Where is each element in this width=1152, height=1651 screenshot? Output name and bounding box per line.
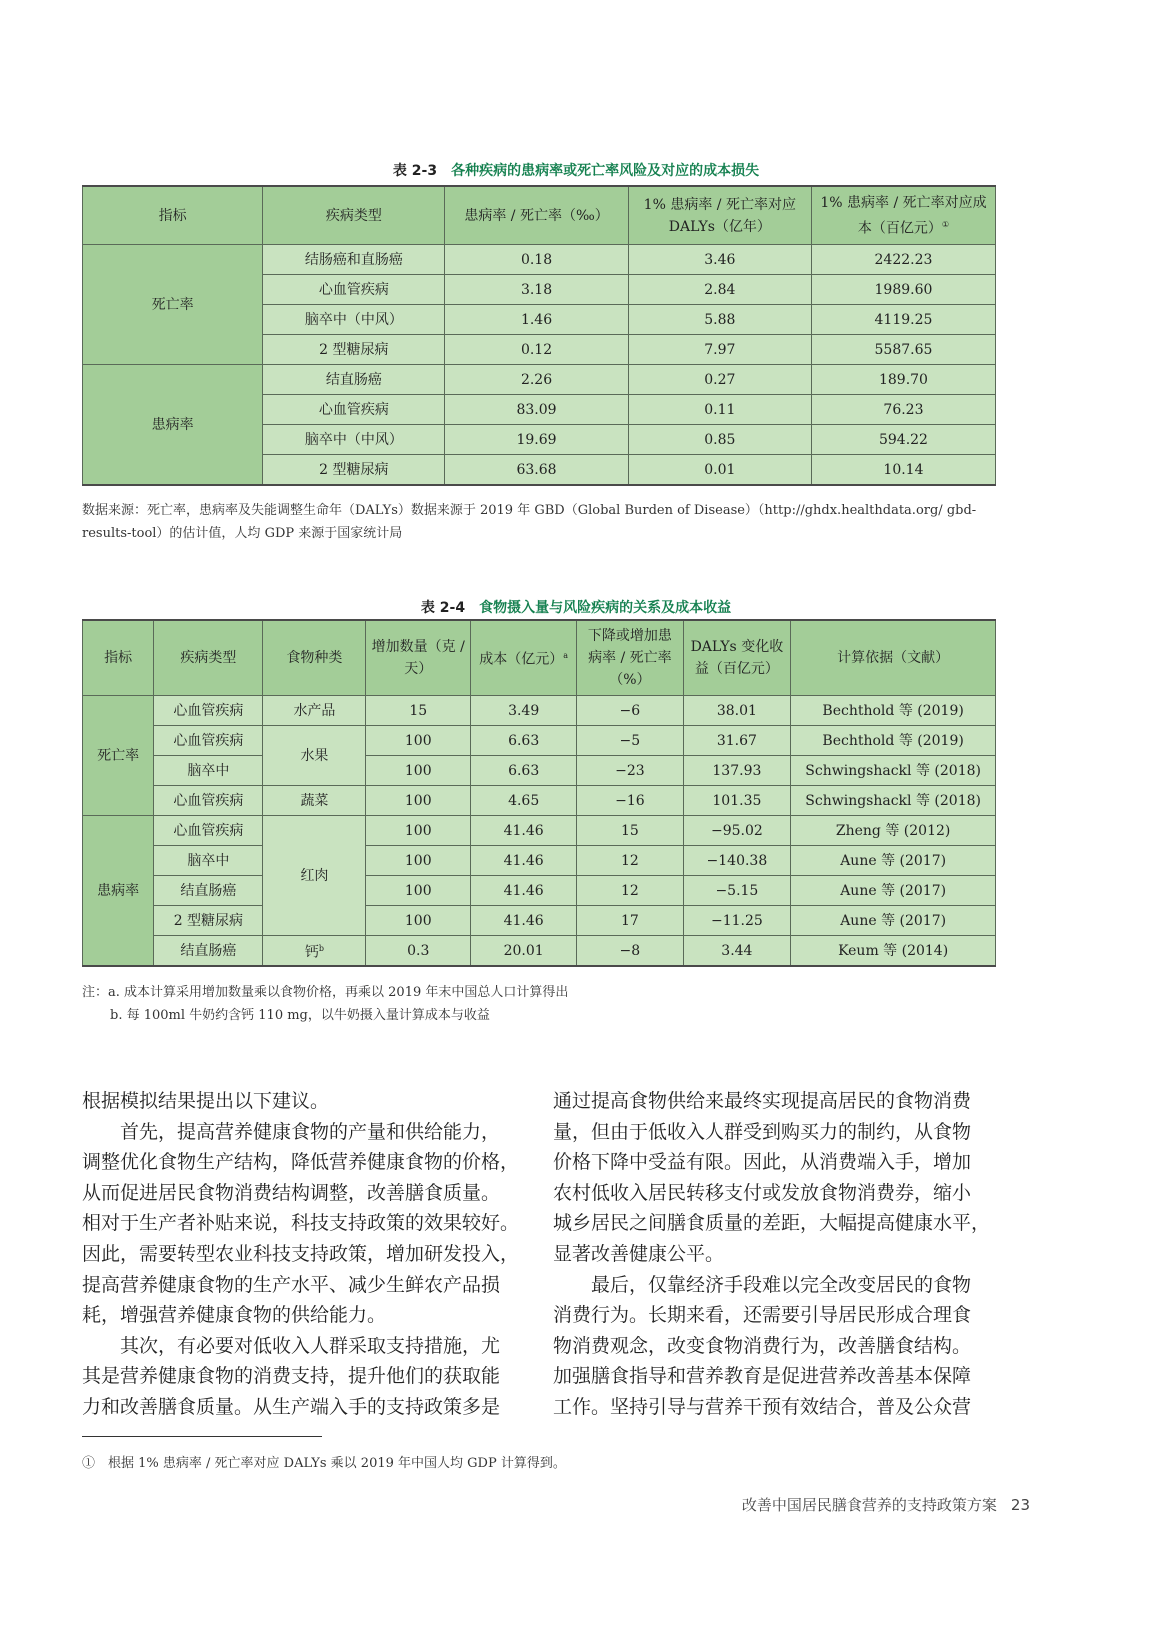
page-number: 23 bbox=[1010, 1496, 1030, 1514]
table-cell: 100 bbox=[366, 876, 471, 906]
footnote: ① 根据 1% 患病率 / 死亡率对应 DALYs 乘以 2019 年中国人均 GDP 计算得到。 bbox=[82, 1456, 566, 1471]
table-cell: 6.63 bbox=[471, 726, 577, 756]
table-cell: 100 bbox=[366, 846, 471, 876]
table-cell: 101.35 bbox=[683, 786, 791, 816]
table-cell: 心血管疾病 bbox=[154, 696, 263, 726]
row-group-label: 患病率 bbox=[83, 816, 154, 967]
table-cell: 4119.25 bbox=[811, 305, 995, 335]
table-cell: 100 bbox=[366, 816, 471, 846]
table2-note-b: b. 每 100ml 牛奶约含钙 110 mg，以牛奶摄入量计算成本与收益 bbox=[110, 1008, 490, 1023]
table-cell: 41.46 bbox=[471, 846, 577, 876]
table-cell: 41.46 bbox=[471, 816, 577, 846]
column-header: 患病率 / 死亡率（‰） bbox=[445, 186, 628, 245]
food-type: 红肉 bbox=[263, 816, 366, 936]
table-cell: 3.18 bbox=[445, 275, 628, 305]
table-row bbox=[83, 726, 996, 756]
table-cell: 17 bbox=[577, 906, 683, 936]
row-group-label: 患病率 bbox=[83, 365, 263, 486]
text-line: 物消费观念，改变食物消费行为，改善膳食结构。 bbox=[553, 1334, 972, 1357]
table-cell: −16 bbox=[577, 786, 683, 816]
text-line: 价格下降中受益有限。因此，从消费端入手，增加 bbox=[553, 1151, 972, 1174]
page-footer: 改善中国居民膳食营养的支持政策方案 23 bbox=[741, 1496, 1030, 1514]
table2-note-a: 注：a. 成本计算采用增加数量乘以食物价格，再乘以 2019 年末中国总人口计算得出 bbox=[82, 985, 569, 1000]
column-header: 1% 患病率 / 死亡率对应成本（百亿元）① bbox=[811, 186, 995, 245]
column-header: 下降或增加患病率 / 死亡率（%） bbox=[577, 620, 683, 696]
table-cell: −5.15 bbox=[683, 876, 791, 906]
table-cell: 2 型糖尿病 bbox=[263, 335, 445, 365]
column-header: 指标 bbox=[83, 186, 263, 245]
table-cell: 0.01 bbox=[628, 455, 811, 486]
table-cell: 5.88 bbox=[628, 305, 811, 335]
text-line: 调整优化食物生产结构，降低营养健康食物的价格， bbox=[82, 1151, 520, 1174]
table-cell: 10.14 bbox=[811, 455, 995, 486]
table-food-intake bbox=[82, 619, 996, 967]
text-line: 工作。坚持引导与营养干预有效结合，普及公众营 bbox=[553, 1395, 972, 1418]
column-header: 疾病类型 bbox=[263, 186, 445, 245]
table-cell: 0.85 bbox=[628, 425, 811, 455]
row-group-label: 死亡率 bbox=[83, 696, 154, 816]
column-header: 指标 bbox=[83, 620, 154, 696]
table-cell: 7.97 bbox=[628, 335, 811, 365]
table2-caption: 表 2-4 食物摄入量与风险疾病的关系及成本收益 bbox=[420, 600, 732, 616]
text-line: 农村低收入居民转移支付或发放食物消费券，缩小 bbox=[553, 1181, 972, 1204]
table-cell: 100 bbox=[366, 906, 471, 936]
table-cell: 594.22 bbox=[811, 425, 995, 455]
food-type: 蔬菜 bbox=[263, 786, 366, 816]
table-cell: −11.25 bbox=[683, 906, 791, 936]
text-line: 消费行为。长期来看，还需要引导居民形成合理食 bbox=[553, 1304, 972, 1327]
column-header: 食物种类 bbox=[263, 620, 366, 696]
table-cell: −23 bbox=[577, 756, 683, 786]
text-line: 城乡居民之间膳食质量的差距，大幅提高健康水平， bbox=[553, 1212, 991, 1235]
table-cell: 137.93 bbox=[683, 756, 791, 786]
table-cell: 189.70 bbox=[811, 365, 995, 395]
column-header: 增加数量（克 / 天） bbox=[366, 620, 471, 696]
column-header: 成本（亿元）$^a$ bbox=[471, 620, 577, 696]
table-cell: −8 bbox=[577, 936, 683, 967]
table-row bbox=[83, 365, 996, 395]
table-cell: Schwingshackl 等 (2018) bbox=[791, 786, 996, 816]
table-cell: 63.68 bbox=[445, 455, 628, 486]
table-cell: Zheng 等 (2012) bbox=[791, 816, 996, 846]
table-cell: 100 bbox=[366, 786, 471, 816]
table-cell: 心血管疾病 bbox=[154, 816, 263, 846]
table-cell: 76.23 bbox=[811, 395, 995, 425]
column-header: DALYs 变化收益（百亿元） bbox=[683, 620, 791, 696]
table-cell: 心血管疾病 bbox=[154, 786, 263, 816]
table-cell: 2 型糖尿病 bbox=[154, 906, 263, 936]
table-cell: 心血管疾病 bbox=[154, 726, 263, 756]
text-line: 根据模拟结果提出以下建议。 bbox=[82, 1090, 330, 1112]
table-row bbox=[83, 756, 996, 786]
table-cell: 5587.65 bbox=[811, 335, 995, 365]
table-row bbox=[83, 245, 996, 275]
row-group-label: 死亡率 bbox=[83, 245, 263, 365]
text-line: 加强膳食指导和营养教育是促进营养改善基本保障 bbox=[553, 1365, 972, 1388]
table-cell: 1989.60 bbox=[811, 275, 995, 305]
table-cell: 2 型糖尿病 bbox=[263, 455, 445, 486]
text-line: 量，但由于低收入人群受到购买力的制约，从食物 bbox=[553, 1120, 972, 1143]
table-row bbox=[83, 876, 996, 906]
table-cell: 12 bbox=[577, 846, 683, 876]
footnote-marker: ① bbox=[941, 219, 950, 229]
table-cell: Keum 等 (2014) bbox=[791, 936, 996, 967]
table-row bbox=[83, 936, 996, 967]
column-header: 1% 患病率 / 死亡率对应 DALYs（亿年） bbox=[628, 186, 811, 245]
table-cell: 0.12 bbox=[445, 335, 628, 365]
text-line: 最后，仅靠经济手段难以完全改变居民的食物 bbox=[553, 1273, 972, 1296]
text-line: 耗，增强营养健康食物的供给能力。 bbox=[82, 1304, 387, 1327]
table-cell: 6.63 bbox=[471, 756, 577, 786]
table-row bbox=[83, 816, 996, 846]
table-cell: 41.46 bbox=[471, 876, 577, 906]
table-cell: 83.09 bbox=[445, 395, 628, 425]
text-line: 其是营养健康食物的消费支持，提升他们的获取能 bbox=[82, 1365, 501, 1388]
table-row bbox=[83, 786, 996, 816]
text-line: 力和改善膳食质量。从生产端入手的支持政策多是 bbox=[82, 1395, 501, 1418]
table-cell: Aune 等 (2017) bbox=[791, 846, 996, 876]
note-marker: b bbox=[318, 943, 324, 953]
body-left-column bbox=[82, 1086, 528, 1423]
text-line: 首先，提高营养健康食物的产量和供给能力， bbox=[82, 1120, 501, 1143]
table-cell: 4.65 bbox=[471, 786, 577, 816]
table-cell: 15 bbox=[366, 696, 471, 726]
column-header: 疾病类型 bbox=[154, 620, 263, 696]
table-cell: 12 bbox=[577, 876, 683, 906]
text-line: 提高营养健康食物的生产水平、减少生鲜农产品损 bbox=[82, 1273, 501, 1296]
footnote-divider bbox=[82, 1436, 322, 1437]
table-cell: −95.02 bbox=[683, 816, 791, 846]
table-cell: 0.27 bbox=[628, 365, 811, 395]
text-line: 其次，有必要对低收入人群采取支持措施，尤 bbox=[82, 1334, 501, 1357]
table-cell: Bechthold 等 (2019) bbox=[791, 696, 996, 726]
text-line: 从而促进居民食物消费结构调整，改善膳食质量。 bbox=[82, 1181, 501, 1204]
table-cell: 结直肠癌 bbox=[154, 876, 263, 906]
table-row bbox=[83, 906, 996, 936]
table-row bbox=[83, 846, 996, 876]
table-cell: 2.26 bbox=[445, 365, 628, 395]
table-cell: 脑卒中 bbox=[154, 756, 263, 786]
table-cell: −140.38 bbox=[683, 846, 791, 876]
table-cell: 心血管疾病 bbox=[263, 275, 445, 305]
table-cell: 0.11 bbox=[628, 395, 811, 425]
food-type: 水产品 bbox=[263, 696, 366, 726]
table-cell: 100 bbox=[366, 756, 471, 786]
header-row bbox=[83, 186, 996, 245]
table-cell: 19.69 bbox=[445, 425, 628, 455]
table-cell: Aune 等 (2017) bbox=[791, 876, 996, 906]
table-cell: 2.84 bbox=[628, 275, 811, 305]
table-cell: 脑卒中（中风） bbox=[263, 305, 445, 335]
text-line: 相对于生产者补贴来说，科技支持政策的效果较好。 bbox=[82, 1212, 520, 1235]
table-cell: Schwingshackl 等 (2018) bbox=[791, 756, 996, 786]
table-cell: 20.01 bbox=[471, 936, 577, 967]
food-type: 水果 bbox=[263, 726, 366, 786]
table-cell: 3.46 bbox=[628, 245, 811, 275]
table-cell: 2422.23 bbox=[811, 245, 995, 275]
table-cell: 0.18 bbox=[445, 245, 628, 275]
table-cell: Bechthold 等 (2019) bbox=[791, 726, 996, 756]
table-cell: 结直肠癌 bbox=[154, 936, 263, 967]
table-cell: 结直肠癌 bbox=[263, 365, 445, 395]
table-cell: 38.01 bbox=[683, 696, 791, 726]
table-cell: 脑卒中（中风） bbox=[263, 425, 445, 455]
header-row bbox=[83, 620, 996, 696]
column-header: 计算依据（文献） bbox=[791, 620, 996, 696]
table-cell: 心血管疾病 bbox=[263, 395, 445, 425]
table-cell: Aune 等 (2017) bbox=[791, 906, 996, 936]
table-cell: 100 bbox=[366, 726, 471, 756]
text-line: 通过提高食物供给来最终实现提高居民的食物消费 bbox=[553, 1090, 972, 1112]
body-right-column bbox=[553, 1086, 999, 1423]
table-cell: 15 bbox=[577, 816, 683, 846]
table-cell: 3.44 bbox=[683, 936, 791, 967]
table1-source: 数据来源：死亡率，患病率及失能调整生命年（DALYs）数据来源于 2019 年 GBD（Global Burden of Disease）（http://ghdx.healthdata.org/ gbd-results-tool）的估计值，人均 GDP 来源于国家统计局 bbox=[82, 503, 977, 541]
table-cell: 脑卒中 bbox=[154, 846, 263, 876]
table1-caption: 表 2-3 各种疾病的患病率或死亡率风险及对应的成本损失 bbox=[392, 163, 760, 179]
table-cell: 0.3 bbox=[366, 936, 471, 967]
table-disease-cost bbox=[82, 185, 996, 486]
note-marker: a bbox=[563, 651, 569, 661]
table-cell: 41.46 bbox=[471, 906, 577, 936]
table-cell: 31.67 bbox=[683, 726, 791, 756]
food-type: 钙$^b$ bbox=[263, 936, 366, 967]
text-line: 显著改善健康公平。 bbox=[553, 1242, 725, 1265]
text-line: 因此，需要转型农业科技支持政策，增加研发投入， bbox=[82, 1242, 520, 1265]
table-cell: 结肠癌和直肠癌 bbox=[263, 245, 445, 275]
table-row bbox=[83, 696, 996, 726]
table-cell: −5 bbox=[577, 726, 683, 756]
table-cell: −6 bbox=[577, 696, 683, 726]
table-cell: 3.49 bbox=[471, 696, 577, 726]
table-cell: 1.46 bbox=[445, 305, 628, 335]
